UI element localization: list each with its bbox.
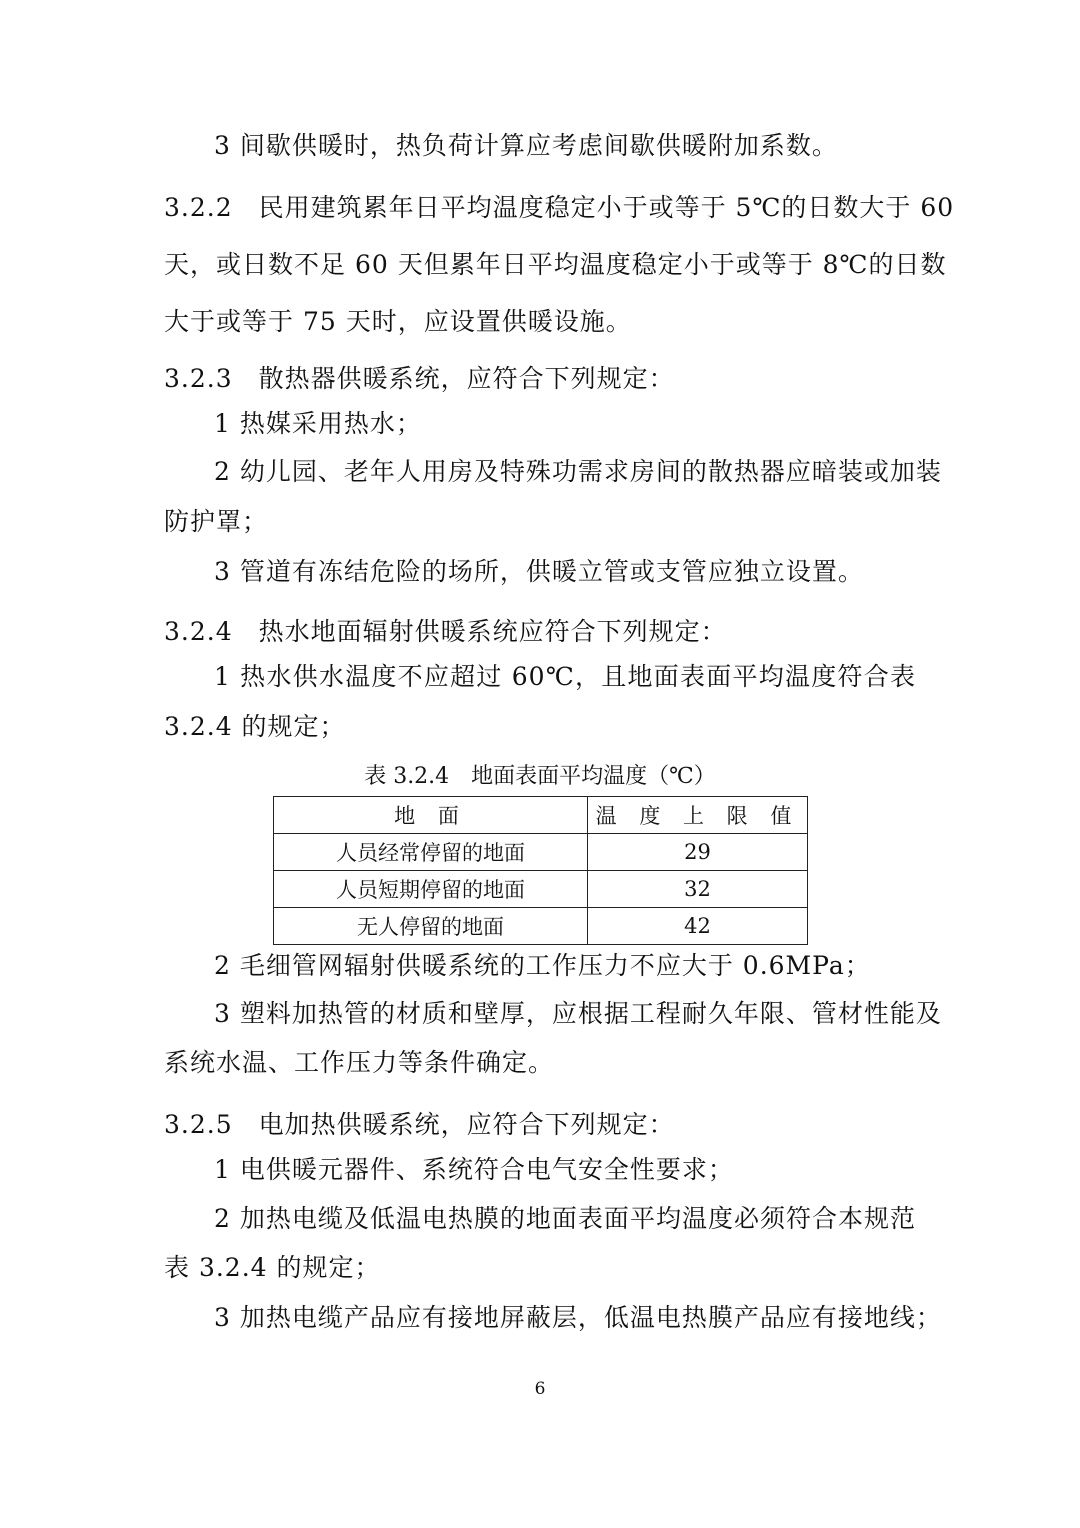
text-line: 表 3.2.4 的规定； <box>164 1253 381 1282</box>
text-line: 3.2.4 的规定； <box>164 712 346 741</box>
table-header-row <box>274 797 808 834</box>
text-line: 1 电供暖元器件、系统符合电气安全性要求； <box>214 1155 734 1184</box>
text-line: 3 间歇供暖时，热负荷计算应考虑间歇供暖附加系数。 <box>214 131 838 160</box>
table-header-cell: 温 度 上 限 值 <box>588 797 808 834</box>
text-line: 2 加热电缆及低温电热膜的地面表面平均温度必须符合本规范 <box>214 1204 916 1233</box>
clause-3-2-2-line-3: 大于或等于 75 天时，应设置供暖设施。 <box>164 307 632 336</box>
clause-3-2-5-heading: 3.2.5 电加热供暖系统，应符合下列规定： <box>164 1110 675 1139</box>
table-row <box>274 871 808 908</box>
table-header-cell: 地 面 <box>274 797 588 834</box>
page-number: 6 <box>534 1379 546 1399</box>
clause-3-2-4-heading: 3.2.4 热水地面辐射供暖系统应符合下列规定： <box>164 617 727 646</box>
text-line: 防护罩； <box>164 507 269 536</box>
text-line: 3 管道有冻结危险的场所，供暖立管或支管应独立设置。 <box>214 557 864 586</box>
text-line: 2 幼儿园、老年人用房及特殊功需求房间的散热器应暗装或加装 <box>214 457 942 486</box>
table-row <box>274 834 808 871</box>
text-line: 2 毛细管网辐射供暖系统的工作压力不应大于 0.6MPa； <box>214 951 871 980</box>
clause-3-2-3-heading: 3.2.3 散热器供暖系统，应符合下列规定： <box>164 364 675 393</box>
text-line: 3 加热电缆产品应有接地屏蔽层，低温电热膜产品应有接地线； <box>214 1303 942 1332</box>
text-line: 1 热媒采用热水； <box>214 409 422 438</box>
table-row <box>274 908 808 945</box>
clause-3-2-2-line-2: 天，或日数不足 60 天但累年日平均温度稳定小于或等于 8℃的日数 <box>164 250 947 279</box>
table-cell: 42 <box>588 908 808 945</box>
table-cell: 人员经常停留的地面 <box>274 834 588 871</box>
clause-3-2-2-line-1: 3.2.2 民用建筑累年日平均温度稳定小于或等于 5℃的日数大于 60 <box>164 193 955 222</box>
table-cell: 29 <box>588 834 808 871</box>
table-cell: 无人停留的地面 <box>274 908 588 945</box>
text-line: 1 热水供水温度不应超过 60℃，且地面表面平均温度符合表 <box>214 662 916 691</box>
text-line: 3 塑料加热管的材质和壁厚，应根据工程耐久年限、管材性能及 <box>214 999 942 1028</box>
temperature-table <box>273 796 808 945</box>
table-caption: 表 3.2.4 地面表面平均温度（℃） <box>364 764 716 789</box>
table-cell: 人员短期停留的地面 <box>274 871 588 908</box>
text-line: 系统水温、工作压力等条件确定。 <box>164 1048 555 1077</box>
table-cell: 32 <box>588 871 808 908</box>
